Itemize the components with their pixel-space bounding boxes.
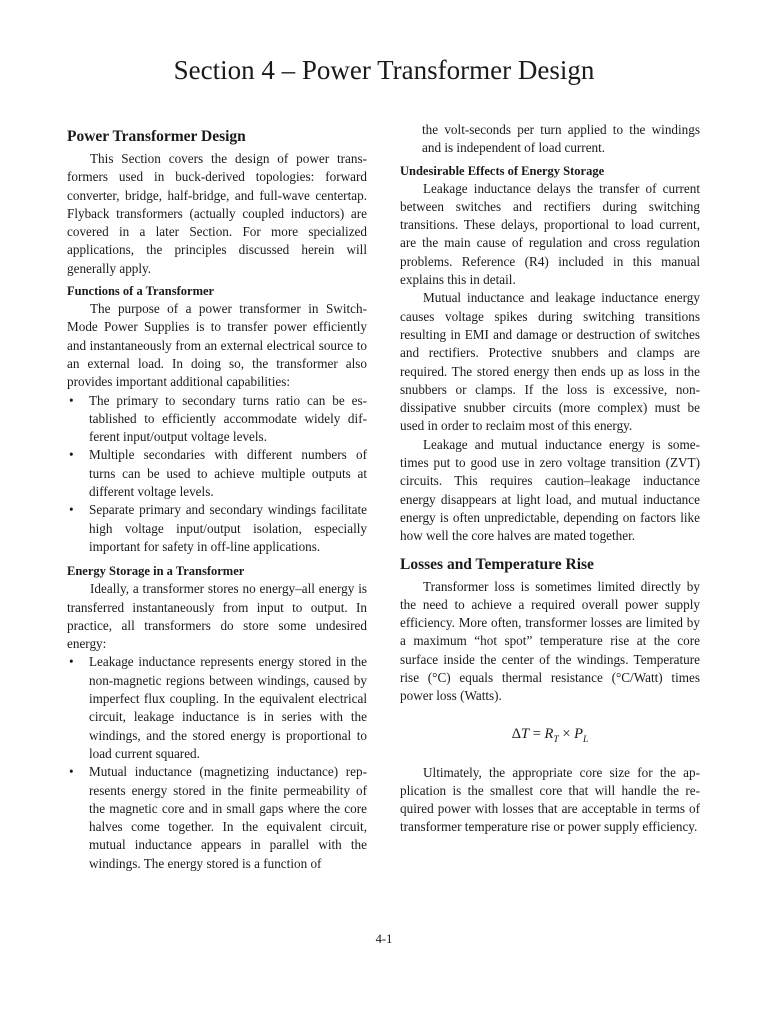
bullet-icon: •: [69, 502, 74, 518]
functions-bullet-list: [67, 392, 367, 557]
paragraph-undesirable-3: Leakage and mutual inductance energy is sometimes put to good use in zero voltage transition (ZVT) circuits. This requires caution–leakage inductance energy disappears at light load, and mutual inductance energy is often unpredictable, depending on factors like how well the core halves are mated together.: [400, 436, 700, 544]
bullet-icon: •: [69, 447, 74, 463]
heading-losses-temperature-rise: Losses and Temperature Rise: [400, 555, 594, 573]
list-item-text: Mutual inductance (magnetizing inductance) represents energy stored in the finite permeability of the magnetic core and in small gaps where the core halves come together. In the equivalent circuit, mutual inductance appears in parallel with the windings. The energy stored is a function of: [89, 764, 367, 871]
list-item-text: Separate primary and secondary windings facilitate high voltage input/output isolation, especially important for safety in off-line applications.: [89, 502, 367, 554]
heading-functions-of-transformer: Functions of a Transformer: [67, 284, 215, 299]
equation-times: ×: [562, 725, 571, 742]
equation-r: R: [544, 725, 554, 742]
equation-r-subscript: T: [553, 734, 559, 745]
page-title: Section 4 – Power Transformer Design: [173, 55, 595, 85]
equation-p-subscript: L: [583, 734, 589, 745]
paragraph-losses: Transformer loss is sometimes limited directly by the need to achieve a required overall power supply efficiency. More often, transformer losses are limited by a maximum “hot spot” temperature rise at the core surface inside the center of the windings. Temperature rise (°C) equals thermal resistance (°C/Watt) times power loss (Watts).: [400, 578, 700, 704]
bullet-icon: •: [69, 764, 74, 780]
equation-t: T: [521, 725, 530, 742]
paragraph-continued: the volt-seconds per turn applied to the windings and is independent of load current.: [422, 122, 700, 156]
paragraph-ultimately: Ultimately, the appropriate core size for the application is the smallest core that will handle the required power with losses that are acceptable in terms of transformer temperature rise or power supply efficiency.: [400, 764, 700, 835]
list-item: [67, 392, 367, 447]
page-number: 4-1: [375, 932, 393, 946]
bullet-icon: •: [69, 392, 74, 408]
list-item: [67, 653, 367, 763]
list-item-text: Multiple secondaries with different numbers of turns can be used to achieve multiple outputs at different voltage levels.: [89, 447, 367, 500]
equation-delta: Δ: [511, 725, 522, 742]
heading-undesirable-effects: Undesirable Effects of Energy Storage: [400, 163, 605, 178]
list-item-text: Leakage inductance represents energy stored in the non-magnetic regions between windings, caused by imperfect flux coupling. In the equivalent electrical circuit, leakage inductance is in series with the windings, and the stored energy is proportional to load current squared.: [89, 654, 367, 761]
heading-energy-storage: Energy Storage in a Transformer: [67, 564, 245, 579]
paragraph-energy-storage: Ideally, a transformer stores no energy–all energy is transferred instantaneously from input to output. In practice, all transformers do store some undesired energy:: [67, 581, 367, 652]
list-item: [67, 763, 367, 873]
right-column: [400, 121, 700, 837]
paragraph-undesirable-2: Mutual inductance and leakage inductance energy causes voltage spikes during switching transitions resulting in EMI and damage or destruction of switches and rectifiers. Protective snubbers and clamps are required. The stored energy then ends up as loss in the snubbers or clamps. If the loss is excessive, non-dissipative snubber circuits (more complex) must be used in order to reclaim most of this energy.: [400, 290, 700, 434]
left-column: [67, 126, 367, 873]
equation-p: P: [574, 725, 583, 742]
paragraph-functions: The purpose of a power transformer in Switch-Mode Power Supplies is to transfer power efficiently and instantaneously from an external electrical source to an external load. In doing so, the transformer also provides important additional capabilities:: [67, 301, 367, 390]
list-item-text: The primary to secondary turns ratio can be established to efficiently accommodate widely different input/output voltage levels.: [89, 392, 367, 445]
list-item: [67, 446, 367, 501]
bullet-icon: •: [69, 654, 74, 670]
paragraph-design-intro: This Section covers the design of power transformers used in buck-derived topologies: forward converter, bridge, half-bridge, and full-wave centertap. Flyback transformers (actually coupled inductors) are covered in a later Section. For more specialized applications, the principles discussed herein will generally apply.: [67, 151, 367, 276]
equation-equals: =: [532, 725, 541, 742]
storage-bullet-list: [67, 653, 367, 873]
temperature-rise-equation: [400, 724, 700, 750]
paragraph-undesirable-1: Leakage inductance delays the transfer of current between switches and rectifiers during switching transitions. These delays, proportional to load current, are the main cause of regulation and cross regulation problems. Reference (R4) included in this manual explains this in detail.: [400, 180, 700, 288]
heading-power-transformer-design: Power Transformer Design: [67, 128, 246, 145]
list-item: [67, 501, 367, 556]
